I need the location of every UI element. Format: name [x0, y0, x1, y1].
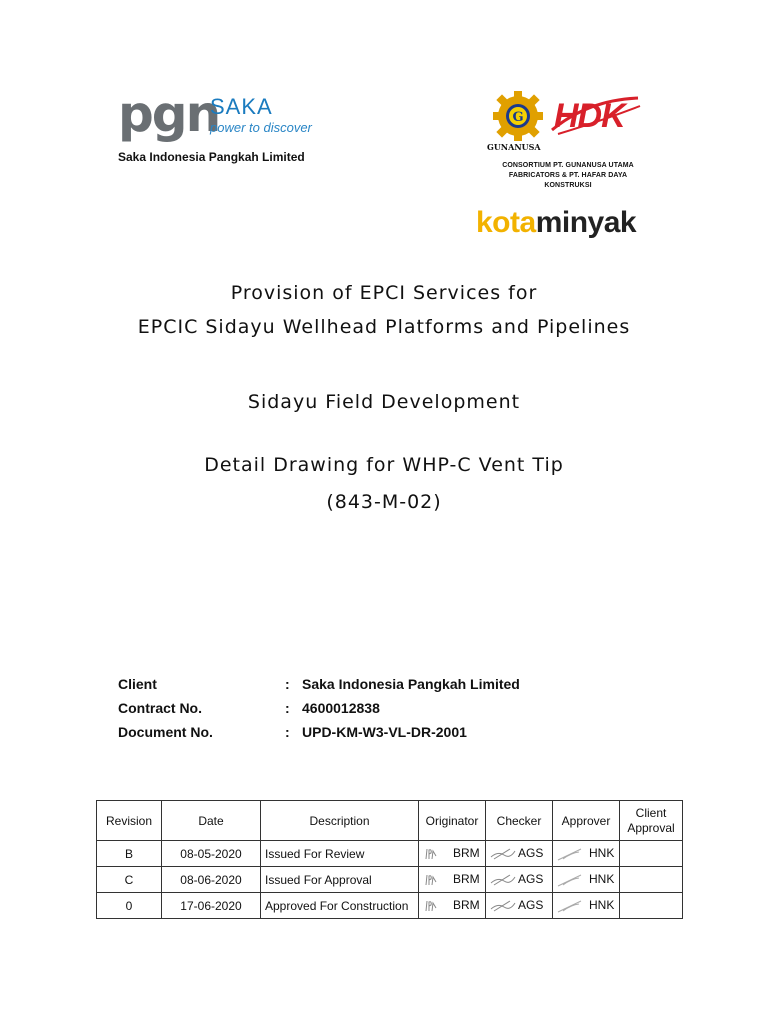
cell-approver	[553, 867, 620, 893]
contract-colon: :	[285, 700, 290, 716]
kotaminyak-logo	[476, 206, 636, 240]
hdk-text: HDK	[554, 97, 625, 135]
cell-checker	[486, 841, 553, 867]
gunanusa-gear-logo	[492, 90, 544, 142]
consortium-line-2: FABRICATORS & PT. HAFAR DAYA	[508, 172, 628, 179]
cell-originator	[419, 867, 486, 893]
cell-description: Issued For Approval	[261, 867, 419, 893]
approver-signature-icon	[557, 873, 583, 887]
cell-revision: C	[97, 867, 162, 893]
cell-client-approval	[620, 867, 683, 893]
cell-originator	[419, 893, 486, 919]
gunanusa-label: GUNANUSA	[487, 142, 541, 152]
approver-initials: HNK	[589, 872, 615, 887]
checker-initials: AGS	[518, 846, 544, 861]
header-approver: Approver	[553, 801, 620, 841]
originator-signature-icon	[423, 847, 441, 861]
consortium-line-1: CONSORTIUM PT. GUNANUSA UTAMA	[502, 162, 634, 169]
document-colon: :	[285, 724, 290, 740]
originator-signature-icon	[423, 873, 441, 887]
cell-date: 08-06-2020	[162, 867, 261, 893]
drawing-title: Detail Drawing for WHP-C Vent Tip	[204, 454, 564, 476]
originator-initials: BRM	[453, 898, 480, 913]
approver-initials: HNK	[589, 846, 615, 861]
checker-signature-icon	[490, 899, 516, 913]
header-description: Description	[261, 801, 419, 841]
checker-initials: AGS	[518, 872, 544, 887]
title-line-2: EPCIC Sidayu Wellhead Platforms and Pipelines	[137, 316, 631, 338]
header-client-approval: Client Approval	[620, 801, 683, 841]
header-checker: Checker	[486, 801, 553, 841]
pgn-saka-logo	[118, 85, 333, 148]
cell-checker	[486, 893, 553, 919]
document-value: UPD-KM-W3-VL-DR-2001	[302, 724, 467, 740]
originator-initials: BRM	[453, 872, 480, 887]
cell-client-approval	[620, 893, 683, 919]
saka-logo-text: SAKA	[210, 94, 273, 119]
originator-signature-icon	[423, 899, 441, 913]
table-row	[97, 893, 683, 919]
consortium-line-3: KONSTRUKSI	[544, 182, 592, 189]
originator-initials: BRM	[453, 846, 480, 861]
cell-originator	[419, 841, 486, 867]
saka-company-name: Saka Indonesia Pangkah Limited	[118, 150, 305, 164]
table-header-row	[97, 801, 683, 841]
client-value: Saka Indonesia Pangkah Limited	[302, 676, 520, 692]
field-title: Sidayu Field Development	[247, 391, 521, 413]
checker-initials: AGS	[518, 898, 544, 913]
contract-label: Contract No.	[118, 700, 202, 716]
checker-signature-icon	[490, 847, 516, 861]
cell-approver	[553, 841, 620, 867]
client-colon: :	[285, 676, 290, 692]
header-revision: Revision	[97, 801, 162, 841]
document-label: Document No.	[118, 724, 213, 740]
drawing-code: (843-M-02)	[326, 491, 442, 513]
header-date: Date	[162, 801, 261, 841]
pgn-logo-text: pgn	[118, 85, 220, 143]
approver-initials: HNK	[589, 898, 615, 913]
cell-checker	[486, 867, 553, 893]
cell-client-approval	[620, 841, 683, 867]
header-originator: Originator	[419, 801, 486, 841]
minyak-text: minyak	[535, 206, 637, 239]
approver-signature-icon	[557, 847, 583, 861]
revision-table	[96, 800, 683, 919]
cell-description: Approved For Construction	[261, 893, 419, 919]
checker-signature-icon	[490, 873, 516, 887]
cell-description: Issued For Review	[261, 841, 419, 867]
cell-date: 08-05-2020	[162, 841, 261, 867]
cell-revision: B	[97, 841, 162, 867]
kota-text: kota	[476, 206, 536, 239]
title-line-1: Provision of EPCI Services for	[230, 282, 538, 304]
table-row	[97, 841, 683, 867]
hdk-logo	[548, 92, 644, 138]
gear-letter: G	[512, 110, 524, 125]
approver-signature-icon	[557, 899, 583, 913]
cell-approver	[553, 893, 620, 919]
saka-tagline: power to discover	[210, 120, 312, 135]
cell-revision: 0	[97, 893, 162, 919]
contract-value: 4600012838	[302, 700, 380, 716]
cell-date: 17-06-2020	[162, 893, 261, 919]
client-label: Client	[118, 676, 157, 692]
table-row	[97, 867, 683, 893]
